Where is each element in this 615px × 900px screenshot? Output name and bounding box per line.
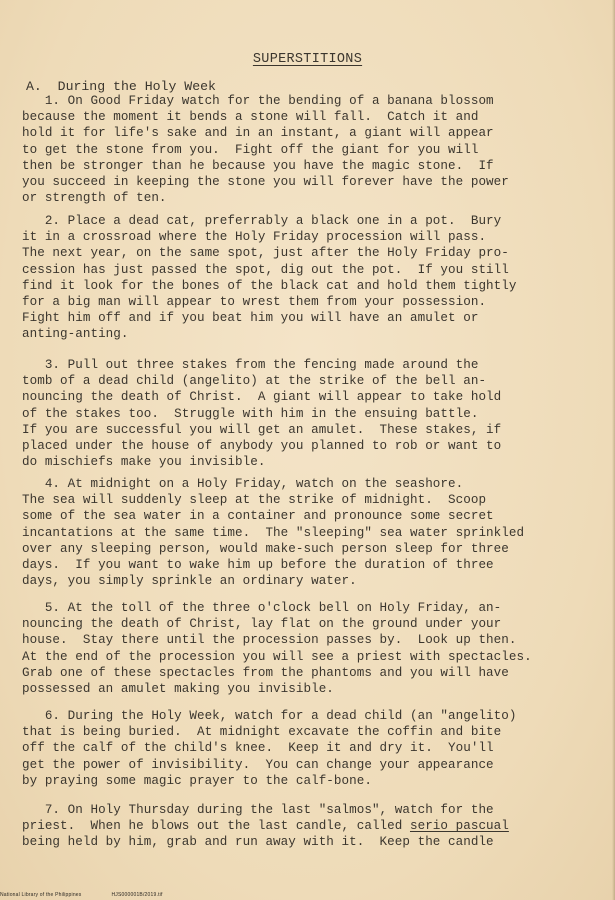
paragraph-7-line-2 (22, 818, 607, 834)
paragraph-4-line-2: The sea will suddenly sleep at the strike of midnight. Scoop (22, 493, 487, 508)
paragraph-1-line-2: because the moment it bends a stone will fall. Catch it and (22, 110, 479, 125)
paragraph-3-line-6: placed under the house of anybody you planned to rob or want to (22, 438, 502, 453)
paragraph-7-line-1: 7. On Holy Thursday during the last "salmos", watch for the (22, 803, 494, 817)
paragraph-1-line-4: to get the stone from you. Fight off the giant for you will (22, 142, 479, 157)
paragraph-2-line-2: it in a crossroad where the Holy Friday procession will pass. (22, 230, 487, 245)
paragraph-1-line-3: hold it for life's sake and in an instant, a giant will appear (22, 126, 494, 141)
paragraph-3-line-5: If you are successful you will get an amulet. These stakes, if (22, 422, 502, 437)
paragraph-6-line-4: get the power of invisibility. You can change your appearance (22, 757, 494, 772)
paragraph-7 (22, 802, 607, 851)
paragraph-4 (22, 476, 607, 589)
paragraph-1-line-1: 1. On Good Friday watch for the bending of a banana blossom (22, 94, 494, 108)
underlined-term: serio pascual (409, 819, 509, 834)
paragraph-3-line-7: do mischiefs make you invisible. (22, 455, 266, 470)
paragraph-2 (22, 213, 607, 343)
paragraph-7-line-3: being held by him, grab and run away with it. Keep the candle (22, 835, 494, 850)
paragraph-6-line-3: off the calf of the child's knee. Keep it and dry it. You'll (22, 741, 494, 756)
paragraph-2-line-8: anting-anting. (22, 327, 129, 342)
paragraph-4-line-7: days, you simply sprinkle an ordinary water. (22, 574, 357, 589)
paragraph-2-line-1: 2. Place a dead cat, preferrably a black one in a pot. Bury (22, 214, 502, 228)
paragraph-4-line-1: 4. At midnight on a Holy Friday, watch on the seashore. (22, 477, 464, 491)
footer (0, 892, 163, 898)
footer-library: National Library of the Philippines (0, 892, 82, 898)
paragraph-1-line-7: or strength of ten. (22, 191, 167, 206)
paragraph-5-line-1: 5. At the toll of the three o'clock bell on Holy Friday, an- (22, 601, 502, 615)
paragraph-2-line-6: for a big man will appear to wrest them from your possession. (22, 294, 487, 309)
paragraph-6-line-2: that is being buried. At midnight excavate the coffin and bite (22, 725, 502, 740)
paragraph-4-line-5: over any sleeping person, would make-such person sleep for three (22, 541, 509, 556)
paragraph-6 (22, 708, 607, 789)
paragraph-2-line-7: Fight him off and if you beat him you will have an amulet or (22, 311, 479, 326)
paragraph-1-line-6: you succeed in keeping the stone you will forever have the power (22, 174, 509, 189)
paragraph-3-line-1: 3. Pull out three stakes from the fencing made around the (22, 358, 479, 372)
section-heading: A. During the Holy Week (26, 79, 216, 94)
paragraph-5-line-4: At the end of the procession you will see a priest with spectacles. (22, 649, 532, 664)
paragraph-4-line-3: some of the sea water in a container and pronounce some secret (22, 509, 494, 524)
paragraph-3-line-4: of the stakes too. Struggle with him in the ensuing battle. (22, 406, 479, 421)
paragraph-2-line-3: The next year, on the same spot, just after the Holy Friday pro- (22, 246, 509, 261)
paragraph-6-line-5: by praying some magic prayer to the calf-bone. (22, 773, 372, 788)
paragraph-3 (22, 357, 607, 470)
paragraph-5-line-6: possessed an amulet making you invisible. (22, 681, 334, 696)
title-text: SUPERSTITIONS (252, 52, 363, 67)
paragraph-5 (22, 600, 607, 697)
paragraph-4-line-4: incantations at the same time. The "sleeping" sea water sprinkled (22, 525, 525, 540)
paragraph-3-line-3: nouncing the death of Christ. A giant will appear to take hold (22, 390, 502, 405)
footer-file: HJS000001B/2019.tif (111, 892, 163, 898)
paragraph-5-line-2: nouncing the death of Christ, lay flat on the ground under your (22, 617, 502, 632)
page-title (0, 52, 615, 67)
paragraph-5-line-5: Grab one of these spectacles from the phantoms and you will have (22, 665, 509, 680)
paragraph-1 (22, 93, 607, 206)
paragraph-5-line-3: house. Stay there until the procession passes by. Look up then. (22, 633, 517, 648)
paragraph-7-line-2-text: priest. When he blows out the last candle, called (22, 819, 410, 834)
paragraph-2-line-5: find it look for the bones of the black cat and hold them tightly (22, 278, 517, 293)
paragraph-2-line-4: cession has just passed the spot, dig out the pot. If you still (22, 262, 509, 277)
paragraph-6-line-1: 6. During the Holy Week, watch for a dead child (an "angelito) (22, 709, 517, 723)
paragraph-3-line-2: tomb of a dead child (angelito) at the strike of the bell an- (22, 374, 487, 389)
paragraph-1-line-5: then be stronger than he because you have the magic stone. If (22, 158, 494, 173)
paragraph-4-line-6: days. If you want to wake him up before the duration of three (22, 557, 494, 572)
